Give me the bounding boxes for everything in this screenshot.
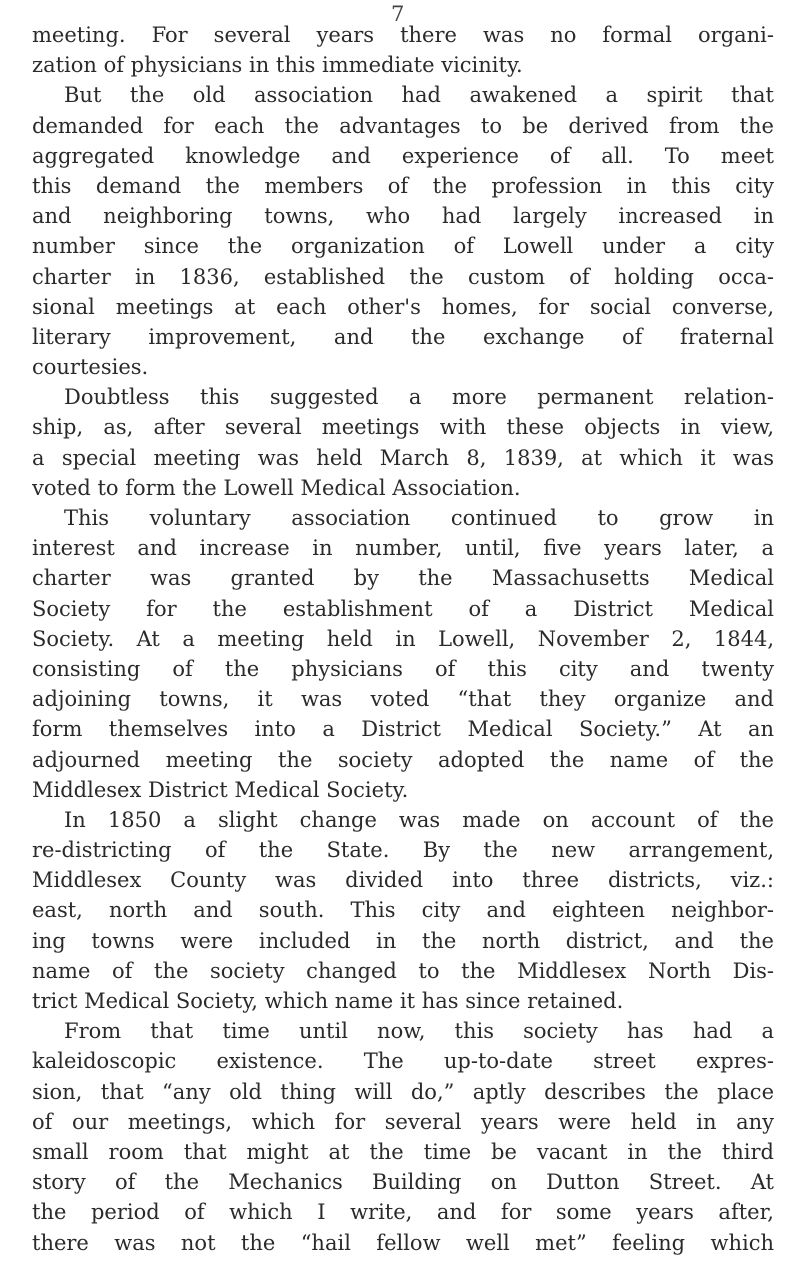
text-line: adjoining towns, it was voted “that they organize and [32, 687, 774, 712]
text-line: sional meetings at each other's homes, for social converse, [32, 294, 774, 319]
text-line: In 1850 a slight change was made on account of the [64, 807, 774, 832]
text-line: east, north and south. This city and eighteen neighbor- [32, 898, 774, 923]
text-line: interest and increase in number, until, five years later, a [32, 536, 774, 561]
text-line: This voluntary association continued to grow in [64, 506, 774, 530]
text-line: zation of physicians in this immediate vicinity. [32, 53, 523, 78]
text-line: consisting of the physicians of this city and twenty [32, 656, 774, 681]
text-line: sion, that “any old thing will do,” aptly describes the place [32, 1079, 774, 1104]
text-line: demanded for each the advantages to be derived from the [32, 113, 774, 138]
page-number: 7 [391, 2, 405, 26]
text-line: meeting. For several years there was no formal organi- [32, 23, 774, 47]
text-line: Society for the establishment of a District Medical [32, 596, 774, 621]
text-line: Middlesex County was divided into three districts, viz.: [32, 868, 774, 893]
text-line: Society. At a meeting held in Lowell, November 2, 1844, [32, 626, 774, 651]
text-line: voted to form the Lowell Medical Association. [32, 475, 521, 500]
text-line: this demand the members of the profession in this city [32, 173, 774, 198]
text-line: of our meetings, which for several years were held in any [32, 1109, 774, 1134]
text-line: Doubtless this suggested a more permanent relation- [64, 385, 774, 410]
text-line: re-districting of the State. By the new arrangement, [32, 838, 774, 863]
text-line: From that time until now, this society has had a [64, 1019, 774, 1044]
text-line: and neighboring towns, who had largely increased in [32, 204, 774, 229]
text-line: ship, as, after several meetings with these objects in view, [32, 415, 774, 440]
text-line: there was not the “hail fellow well met” feeling which [32, 1230, 774, 1255]
text-line: story of the Mechanics Building on Dutton Street. At [32, 1170, 774, 1195]
text-line: But the old association had awakened a spirit that [64, 83, 774, 108]
text-line: form themselves into a District Medical Society.” At an [32, 717, 774, 742]
text-line: aggregated knowledge and experience of all. To meet [32, 143, 774, 168]
text-line: adjourned meeting the society adopted the name of the [32, 747, 774, 772]
text-line: charter was granted by the Massachusetts Medical [32, 566, 774, 591]
text-line: charter in 1836, established the custom of holding occa- [32, 264, 774, 289]
text-line: a special meeting was held March 8, 1839, at which it was [32, 445, 774, 470]
text-line: ing towns were included in the north district, and the [32, 928, 774, 953]
text-line: name of the society changed to the Middlesex North Dis- [32, 958, 774, 983]
text-line: trict Medical Society, which name it has since retained. [32, 989, 624, 1013]
text-line: kaleidoscopic existence. The up-to-date street expres- [32, 1049, 774, 1074]
text-line: small room that might at the time be vacant in the third [32, 1139, 774, 1164]
text-line: the period of which I write, and for some years after, [32, 1200, 774, 1225]
text-line: courtesies. [32, 355, 149, 380]
text-line: literary improvement, and the exchange of fraternal [32, 324, 774, 349]
text-line: number since the organization of Lowell under a city [32, 234, 774, 259]
text-line: Middlesex District Medical Society. [32, 777, 409, 802]
body-text [32, 20, 774, 1258]
